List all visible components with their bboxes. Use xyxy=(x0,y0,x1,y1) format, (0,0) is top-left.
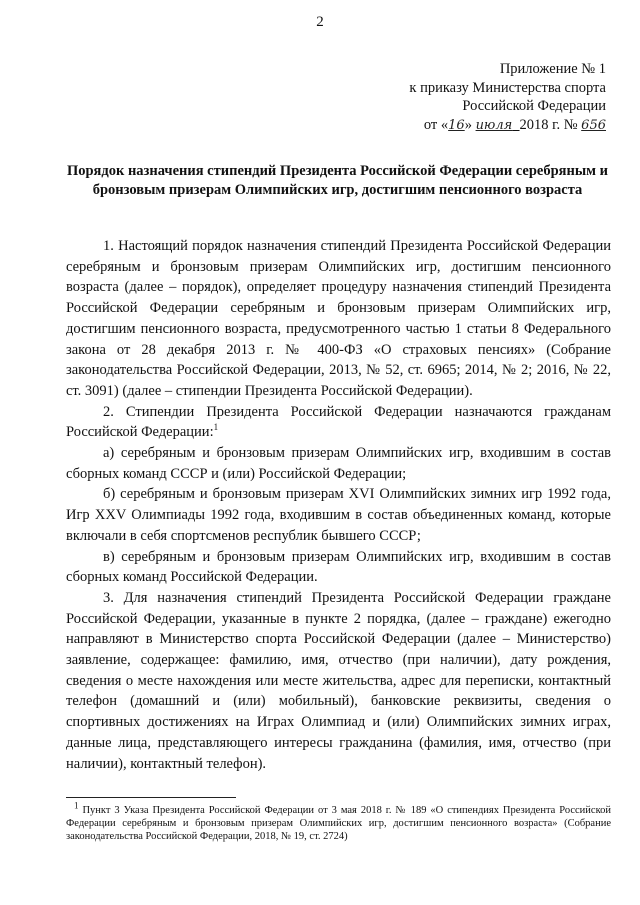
paragraph-2b: б) серебряным и бронзовым призерам XVI Олимпийских зимних игр 1992 года, Игр XXV Олимпиады 1992 года, входившим в состав объединенных команд, которые включали в себя спортсменов республик бывшего СССР; xyxy=(66,486,611,544)
footnote-separator xyxy=(66,797,236,798)
appendix-line-3: Российской Федерации xyxy=(462,98,606,114)
footnote-mark: 1 xyxy=(74,800,79,811)
appendix-header xyxy=(376,60,606,135)
appendix-line-1: Приложение № 1 xyxy=(499,61,606,77)
paragraph-2 xyxy=(66,402,611,443)
footnote-text: Пункт 3 Указа Президента Российской Федерации от 3 мая 2018 г. № 189 «О стипендиях Президента Российской Федерации серебряным и бронзовым призерам Олимпийских игр, достигшим пенсионного возраста» (Собрание законодательства Российской Федерации, 2018, № 19, ст. 2724) xyxy=(66,805,612,842)
footnote xyxy=(66,800,612,843)
footnote-ref: 1 xyxy=(213,422,219,433)
paragraph-2-text: 2. Стипендии Президента Российской Федерации назначаются гражданам Российской Федерации: xyxy=(66,403,611,441)
date-mid: » xyxy=(464,116,472,133)
paragraph-1: 1. Настоящий порядок назначения стипендий Президента Российской Федерации серебряным и бронзовым призерам Олимпийских игр, достигшим пенсионного возраста (далее – порядок), определяет процедуру назначения стипендий Президента Российской Федерации серебряным и бронзовым призерам Олимпийских игр, достигшим пенсионного возраста, предусмотренного частью 1 статьи 8 Федерального закона от 28 декабря 2013 г. № 400-ФЗ «О страховых пенсиях» (Собрание законодательства Российской Федерации, 2013, № 52, ст. 6965; 2014, № 2; 2016, № 22, ст. 3091) (далее – стипендии Президента Российской Федерации). xyxy=(66,238,611,399)
page-number: 2 xyxy=(316,14,324,30)
appendix-line-2: к приказу Министерства спорта xyxy=(409,79,606,96)
document-body xyxy=(66,236,611,774)
appendix-date-line xyxy=(376,116,606,136)
document-title: Порядок назначения стипендий Президента Российской Федерации серебряным и бронзовым призерам Олимпийских игр, достигшим пенсионного возраста xyxy=(66,163,609,198)
paragraph-2c: в) серебряным и бронзовым призерам Олимпийских игр, входившим в состав сборных команд Российской Федерации. xyxy=(66,548,611,586)
date-month: июля xyxy=(475,117,513,133)
order-number: 656 xyxy=(581,117,606,133)
paragraph-3: 3. Для назначения стипендий Президента Российской Федерации граждане Российской Федерации, указанные в пункте 2 порядка, (далее – граждане) ежегодно направляют в Министерство спорта Российской Федерации (далее – Министерство) заявление, содержащее: фамилию, имя, отчество (при наличии), дату рождения, сведения о месте нахождения или месте жительства, адрес для переписки, контактный телефон (домашний и (или) мобильный), банковские реквизиты, сведения о спортивных достижениях на Играх Олимпиад и (или) Олимпийских зимних играх, данные лица, представляющего интересы гражданина (фамилия, имя, отчество (при наличии), контактный телефон). xyxy=(66,589,611,772)
paragraph-2a: а) серебряным и бронзовым призерам Олимпийских игр, входившим в состав сборных команд СССР и (или) Российской Федерации; xyxy=(66,445,611,482)
date-year: 2018 г. № xyxy=(519,116,578,133)
date-day: 16 xyxy=(448,117,465,133)
date-prefix: от « xyxy=(423,116,449,133)
